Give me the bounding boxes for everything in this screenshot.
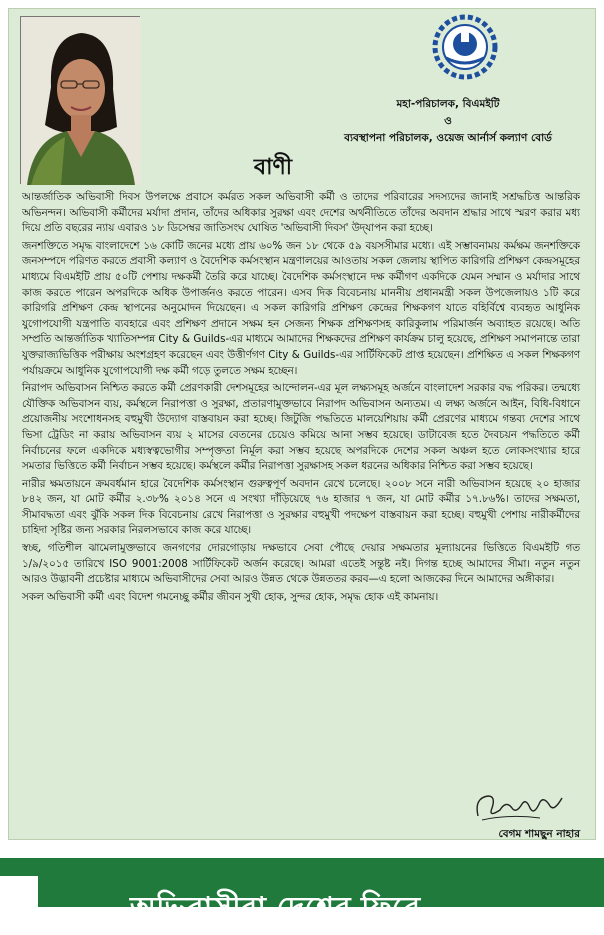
paragraph: জনশক্তিতে সমৃদ্ধ বাংলাদেশে ১৬ কোটি জনের মধ্যে প্রায় ৬০% জন ১৮ থেকে ৫৯ বয়সসীমার মধ্যে। এই সম্ভাবনাময় কর্মক্ষম জনশক্তিকে জনসম্পদে পরিণত করতে প্রবাসী কল্যাণ ও বৈদেশিক কর্মসংস্থান মন্ত্রণালয়ের আওতায় সকল জেলায় স্থাপিত কারিগরি প্রশিক্ষণ কেন্দ্রসমূহের মাধ্যমে বিএমইটি প্রায় ৫০টি পেশায় দক্ষকর্মী তৈরি করে যাচ্ছে। বৈদেশিক কর্মসংস্থানে দক্ষ কর্মীগণ একদিকে যেমন সম্মান ও মর্যাদার সাথে কাজ করতে পারেন অপরদিকে অধিক উপার্জনও করতে পারেন। এসব দিক বিবেচনায় মাননীয় প্রধানমন্ত্রী সকল উপজেলায়ও ১টি করে কারিগরি প্রশিক্ষণ কেন্দ্র স্থাপনের অনুমোদন দিয়েছেন। এ সকল কারিগরি প্রশিক্ষণ কেন্দ্রের শিক্ষকগণ যাতে বহির্বিশ্বে ব্যবহৃত আধুনিক যুগোপযোগী যন্ত্রপাতি ব্যবহারে এবং প্রশিক্ষণ প্রদানে সক্ষম হন সেজন্য শিক্ষক প্রশিক্ষণসহ কারিকুলাম পরিমার্জন অব্যাহত রয়েছে। অতি সম্প্রতি আন্তর্জাতিক খ্যাতিসম্পন্ন City & Guilds-এর মাধ্যমে আমাদের শিক্ষকদের প্রশিক্ষণ কার্যক্রম চালু হয়েছে, প্রশিক্ষণ সমাপনান্তে তারা যুক্তরাজ্যভিত্তিক পরীক্ষায় অংশগ্রহণ করেছেন এবং উত্তীর্ণগণ City & Guilds-এর সার্টিফিকেট প্রাপ্ত হয়েছেন। প্রশিক্ষিত এ সকল শিক্ষকগণ পর্যায়ক্রমে আধুনিক যুগোপযোগী দক্ষ কর্মী গড়ে তুলতে সক্ষম হচ্ছেন। — [22, 239, 580, 377]
banner-text: অভিবাসীরা দেশের ফিরে — [130, 891, 421, 926]
paragraph: নারীর ক্ষমতায়নে ক্রমবর্ধমান হারে বৈদেশিক কর্মসংস্থান গুরুত্বপূর্ণ অবদান রেখে চলেছে। ২০০৮ সনে নারী অভিবাসন হয়েছে ২০ হাজার ৮৪২ জন, যা মোট কর্মীর ২.৩৮% ২০১৪ সনে এ সংখ্যা দাঁড়িয়েছে ৭৬ হাজার ৭ জন, যা মোট কর্মীর ১৭.৮৬%। তাদের সক্ষমতা, সীমাবদ্ধতা এবং ঝুঁকি সকল দিক বিবেচনায় রেখে নিরাপত্তা ও সুরক্ষার বহুমুখী পদক্ষেপ বাস্তবায়ন করা হচ্ছে। বহুমুখী পেশায় নারীকর্মীদের চাহিদা সৃষ্টির জন্য সরকার নিরলসভাবে কাজ করে যাচ্ছে। — [22, 477, 581, 537]
paragraph: সকল অভিবাসী কর্মী এবং বিদেশ গমনেচ্ছু কর্মীর জীবন সুখী হোক, সুন্দর হোক, সমৃদ্ধ হোক এই কামনায়। — [22, 590, 439, 603]
signer-name: বেগম শামছুন নাহার — [498, 828, 580, 840]
designation-block — [300, 96, 596, 147]
designation-line-2: ব্যবস্থাপনা পরিচালক, ওয়েজ আর্নার্স কল্যাণ বোর্ড — [344, 132, 552, 144]
bmet-logo — [432, 14, 498, 80]
bottom-banner — [0, 858, 604, 926]
paragraph: স্বচ্ছ, গতিশীল ঝামেলামুক্তভাবে জনগণের দোরগোড়ায় দক্ষভাবে সেবা পৌছে দেয়ার সক্ষমতার মূল্যায়নের ভিত্তিতে বিএমইটি গত ১/৯/২০১৫ তারিখে ISO 9001:2008 সার্টিফিকেট অর্জন করেছে। আমরা এতেই সন্তুষ্ট নই। দিগন্ত হচ্ছে আমাদের সীমা। নতুন নতুন আরও উদ্ভাবনী প্রচেষ্টার মাধ্যমে অভিবাসীদের সেবা আরও উন্নত থেকে উন্নততর করব—এ হলো আজকের দিনে আমাদের অঙ্গীকার। — [22, 542, 580, 586]
message-title: বাণী — [253, 155, 293, 180]
paragraph: আন্তর্জাতিক অভিবাসী দিবস উপলক্ষে প্রবাসে কর্মরত সকল অভিবাসী কর্মী ও তাদের পরিবারের সদস্যদের জানাই সশ্রদ্ধচিত্ত আন্তরিক অভিনন্দন। অভিবাসী কর্মীদের মর্যাদা প্রদান, তাঁদের অধিকার সুরক্ষা এবং দেশের অর্থনীতিতে তাঁদের অবদান শ্রদ্ধার সাথে স্মরণ করার মধ্য দিয়ে প্রতি বছরের ন্যায় এবারও ১৮ ডিসেম্বর জাতিসংঘ ঘোষিত 'অভিবাসী দিবস' উদ্‌যাপন করা হচ্ছে। — [22, 191, 580, 235]
designation-line-1: মহা-পরিচালক, বিএমইটি — [396, 98, 500, 110]
portrait-photo — [20, 16, 140, 184]
designation-conjunction: ও — [444, 115, 452, 127]
portrait-illustration — [21, 17, 141, 185]
handwritten-signature — [470, 788, 570, 824]
message-body — [22, 190, 580, 607]
paragraph: নিরাপদ অভিবাসন নিশ্চিত করতে কর্মী প্রেরণকারী দেশসমূহের আন্দোলন-এর মূল লক্ষ্যসমূহ অর্জনে বাংলাদেশ সরকার বদ্ধ পরিকর। তন্মধ্যে যৌক্তিক অভিবাসন ব্যয়, কর্মস্থলে নিরাপত্তা ও সুরক্ষা, প্রতারণামুক্তভাবে নিরাপদ অভিবাসন অন্যতম। এ লক্ষ্য অর্জনে আইন, বিধি-বিধানে প্রয়োজনীয় সংশোধনসহ বহুমুখী উদ্যোগ বাস্তবায়ন করা হচ্ছে। জিটুজি পদ্ধতিতে মালয়েশিয়ায় কর্মী প্রেরণের মাধ্যমে গন্তব্য দেশের সাথে ভিসা ট্রেডিং না করায় অভিবাসন ব্যয় ২ মাসের বেতনের চেয়েও কমিয়ে আনা সম্ভব হয়েছে। ডাটাবেজ হতে দৈবচয়ন পদ্ধতিতে কর্মী নির্বাচনের ফলে একদিকে মধ্যস্বত্বভোগীর সম্পৃক্ততা নির্মূল করা সম্ভব হয়েছে অপরদিকে দেশের সকল অঞ্চল হতে লোকসংখ্যার হারে সমতার ভিত্তিতে কর্মী নির্বাচন সম্ভব হয়েছে। কর্মস্থলে কর্মীর নিরাপত্তা সুরক্ষাসহ সকল ধরনের অধিকার নিশ্চিত করা সম্ভব হয়েছে। — [22, 382, 580, 473]
banner-white-block — [0, 876, 38, 907]
